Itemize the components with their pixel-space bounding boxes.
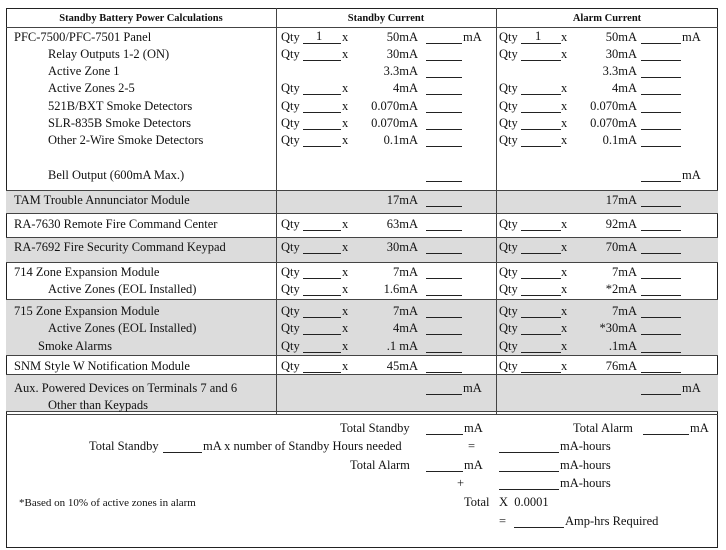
row-label: SNM Style W Notification Module <box>14 359 190 373</box>
alarm-qty-label: Qty <box>499 81 518 95</box>
standby-qty-field <box>303 267 341 279</box>
summary-divider <box>6 414 718 415</box>
alarm-current-value: 0.070mA <box>590 116 637 130</box>
standby-total-field <box>426 170 462 182</box>
standby-times: x <box>342 359 349 373</box>
standby-times: x <box>342 81 349 95</box>
alarm-qty-label: Qty <box>499 30 518 44</box>
alarm-total-field <box>641 83 681 95</box>
alarm-current-value: *30mA <box>599 321 637 335</box>
standby-current-value: 30mA <box>386 240 418 254</box>
hours-equals: = <box>468 439 476 453</box>
column-divider <box>496 8 497 414</box>
alarm-qty-label: Qty <box>499 217 518 231</box>
standby-times: x <box>342 217 349 231</box>
standby-qty-value: 1 <box>316 29 323 43</box>
standby-qty-label: Qty <box>281 304 300 318</box>
total-standby-field <box>426 423 463 435</box>
standby-total-field <box>426 341 462 353</box>
hours-mid-label: mA x number of Standby Hours needed <box>203 439 402 453</box>
standby-qty-field <box>303 284 341 296</box>
alarm-total-field <box>641 284 681 296</box>
total-alarm-label: Total Alarm <box>573 421 633 435</box>
aux-label-line1: Aux. Powered Devices on Terminals 7 and 6 <box>14 381 238 395</box>
factor-value: X 0.0001 <box>499 495 549 509</box>
alarm-total-field <box>641 361 681 373</box>
alarm-current-value: 76mA <box>605 359 637 373</box>
alarm-total-field <box>641 306 681 318</box>
row-divider <box>6 374 718 375</box>
standby-times: x <box>342 240 349 254</box>
standby-qty-label: Qty <box>281 47 300 61</box>
alarm-current-value: .1mA <box>608 339 637 353</box>
alarm-qty-field <box>521 135 561 147</box>
row-label: Active Zones 2-5 <box>48 81 135 95</box>
alarm-current-value: 50mA <box>605 30 637 44</box>
standby-current-value: 0.070mA <box>371 99 418 113</box>
alarm-qty-field <box>521 341 561 353</box>
standby-times: x <box>342 116 349 130</box>
row-divider <box>6 262 718 263</box>
amp-hrs-label: Amp-hrs Required <box>565 514 659 528</box>
standby-qty-label: Qty <box>281 339 300 353</box>
alarm-times: x <box>561 265 568 279</box>
row-label: 714 Zone Expansion Module <box>14 265 160 279</box>
row-divider <box>6 27 718 28</box>
alarm-qty-label: Qty <box>499 359 518 373</box>
row-label: TAM Trouble Annunciator Module <box>14 193 190 207</box>
standby-current-value: 50mA <box>386 30 418 44</box>
alarm-current-value: 7mA <box>612 304 637 318</box>
alarm-qty-field <box>521 267 561 279</box>
standby-total-field <box>426 242 462 254</box>
standby-qty-label: Qty <box>281 30 300 44</box>
alarm-current-value: *2mA <box>605 282 637 296</box>
sum-mahours-unit: mA-hours <box>560 476 611 490</box>
alarm-total-unit: mA <box>682 30 701 44</box>
alarm-qty-field <box>521 49 561 61</box>
alarm-times: x <box>561 321 568 335</box>
alarm-qty-field <box>521 101 561 113</box>
header-calculations: Standby Battery Power Calculations <box>59 13 223 24</box>
alarm-current-value: 7mA <box>612 265 637 279</box>
alarm-qty-field <box>521 323 561 335</box>
standby-times: x <box>342 282 349 296</box>
alarm-total-field <box>641 219 681 231</box>
aux-standby-field <box>426 383 462 395</box>
alarm-qty-label: Qty <box>499 304 518 318</box>
alarm-times: x <box>561 304 568 318</box>
alarm-qty-label: Qty <box>499 339 518 353</box>
alarm-total-field <box>641 341 681 353</box>
alarm-current-value: 92mA <box>605 217 637 231</box>
standby-times: x <box>342 30 349 44</box>
alarm-times: x <box>561 30 568 44</box>
row-label: Smoke Alarms <box>38 339 112 353</box>
plus-sign: + <box>457 476 465 490</box>
row-label: Active Zones (EOL Installed) <box>48 321 197 335</box>
aux-standby-unit: mA <box>463 381 482 395</box>
standby-total-field <box>426 118 462 130</box>
alarm-qty-value: 1 <box>535 29 542 43</box>
row-label: Relay Outputs 1-2 (ON) <box>48 47 170 61</box>
alarm-times: x <box>561 133 568 147</box>
standby-current-value: 0.070mA <box>371 116 418 130</box>
row-label: 521B/BXT Smoke Detectors <box>48 99 193 113</box>
standby-total-field <box>426 32 462 44</box>
alarm-qty-field <box>521 306 561 318</box>
standby-times: x <box>342 47 349 61</box>
standby-current-value: 3.3mA <box>383 64 418 78</box>
equals-2: = <box>499 514 507 528</box>
standby-current-value: 4mA <box>393 81 418 95</box>
alarm-qty-label: Qty <box>499 240 518 254</box>
alarm-qty-label: Qty <box>499 321 518 335</box>
total-standby-unit: mA <box>464 421 483 435</box>
header-standby-current: Standby Current <box>347 13 425 24</box>
alarm-mahours-unit: mA-hours <box>560 458 611 472</box>
row-divider <box>6 355 718 356</box>
alarm-total-field <box>641 101 681 113</box>
standby-qty-field <box>303 341 341 353</box>
standby-qty-label: Qty <box>281 359 300 373</box>
alarm-qty-field <box>521 284 561 296</box>
standby-current-value: 1.6mA <box>383 282 418 296</box>
standby-times: x <box>342 99 349 113</box>
alarm-qty-label: Qty <box>499 265 518 279</box>
standby-qty-label: Qty <box>281 217 300 231</box>
standby-current-value: 45mA <box>386 359 418 373</box>
standby-qty-label: Qty <box>281 116 300 130</box>
standby-current-value: 4mA <box>393 321 418 335</box>
standby-total-field <box>426 135 462 147</box>
row-label: Active Zones (EOL Installed) <box>48 282 197 296</box>
sum-mahours-field <box>499 478 559 490</box>
hours-left-label: Total Standby <box>89 439 159 453</box>
aux-label-line2: Other than Keypads <box>48 398 148 412</box>
standby-total-field <box>426 49 462 61</box>
alarm-total-field <box>641 242 681 254</box>
standby-total-field <box>426 284 462 296</box>
alarm-total-field <box>641 32 681 44</box>
alarm-total-field <box>641 135 681 147</box>
header-alarm-current: Alarm Current <box>572 13 642 24</box>
standby-qty-field <box>303 361 341 373</box>
total-alarm-label-2: Total Alarm <box>350 458 410 472</box>
standby-current-value: 7mA <box>393 265 418 279</box>
alarm-times: x <box>561 217 568 231</box>
standby-qty-field <box>303 219 341 231</box>
standby-total-field <box>426 306 462 318</box>
aux-alarm-field <box>641 383 681 395</box>
footnote: *Based on 10% of active zones in alarm <box>19 497 196 509</box>
alarm-times: x <box>561 81 568 95</box>
standby-current-value: 17mA <box>386 193 418 207</box>
total-alarm-unit: mA <box>690 421 709 435</box>
standby-current-value: .1 mA <box>386 339 418 353</box>
alarm-total-field <box>641 267 681 279</box>
standby-total-field <box>426 323 462 335</box>
standby-total-field <box>426 66 462 78</box>
alarm-current-value: 4mA <box>612 81 637 95</box>
row-divider <box>6 237 718 238</box>
standby-total-field <box>426 361 462 373</box>
standby-qty-label: Qty <box>281 282 300 296</box>
standby-qty-field <box>303 135 341 147</box>
alarm-current-value: 17mA <box>605 193 637 207</box>
standby-times: x <box>342 133 349 147</box>
standby-qty-label: Qty <box>281 99 300 113</box>
alarm-times: x <box>561 339 568 353</box>
alarm-mahours-field <box>499 460 559 472</box>
standby-times: x <box>342 265 349 279</box>
alarm-total-field <box>641 170 681 182</box>
amp-hrs-field <box>514 516 564 528</box>
standby-qty-field <box>303 83 341 95</box>
standby-total-field <box>426 219 462 231</box>
row-label: RA-7692 Fire Security Command Keypad <box>14 240 226 254</box>
hours-standby-field <box>163 441 202 453</box>
standby-current-value: 63mA <box>386 217 418 231</box>
alarm-times: x <box>561 116 568 130</box>
alarm-qty-field <box>521 83 561 95</box>
standby-times: x <box>342 321 349 335</box>
alarm-current-value: 30mA <box>605 47 637 61</box>
row-divider <box>6 190 718 191</box>
alarm-total-field <box>641 195 681 207</box>
row-label: 715 Zone Expansion Module <box>14 304 160 318</box>
alarm-qty-label: Qty <box>499 47 518 61</box>
standby-times: x <box>342 304 349 318</box>
alarm-current-value: 70mA <box>605 240 637 254</box>
alarm-total-unit: mA <box>682 168 701 182</box>
total-alarm-unit-2: mA <box>464 458 483 472</box>
row-label: PFC-7500/PFC-7501 Panel <box>14 30 152 44</box>
standby-current-value: 30mA <box>386 47 418 61</box>
standby-total-field <box>426 83 462 95</box>
row-divider <box>6 299 718 300</box>
standby-qty-label: Qty <box>281 81 300 95</box>
standby-mahours-unit: mA-hours <box>560 439 611 453</box>
standby-total-field <box>426 267 462 279</box>
alarm-qty-field <box>521 242 561 254</box>
standby-total-field <box>426 101 462 113</box>
standby-qty-label: Qty <box>281 133 300 147</box>
total-standby-label: Total Standby <box>340 421 410 435</box>
alarm-qty-label: Qty <box>499 282 518 296</box>
standby-qty-label: Qty <box>281 240 300 254</box>
standby-mahours-field <box>499 441 559 453</box>
alarm-current-value: 0.1mA <box>602 133 637 147</box>
alarm-qty-label: Qty <box>499 116 518 130</box>
alarm-times: x <box>561 282 568 296</box>
alarm-total-field <box>641 66 681 78</box>
alarm-qty-label: Qty <box>499 133 518 147</box>
row-divider <box>6 213 718 214</box>
standby-qty-field <box>303 323 341 335</box>
alarm-total-field <box>641 49 681 61</box>
aux-alarm-unit: mA <box>682 381 701 395</box>
standby-qty-field <box>303 101 341 113</box>
standby-times: x <box>342 339 349 353</box>
alarm-current-value: 3.3mA <box>602 64 637 78</box>
alarm-current-value: 0.070mA <box>590 99 637 113</box>
standby-qty-field <box>303 49 341 61</box>
alarm-times: x <box>561 240 568 254</box>
row-label: Bell Output (600mA Max.) <box>48 168 185 182</box>
standby-qty-field <box>303 118 341 130</box>
standby-current-value: 7mA <box>393 304 418 318</box>
row-label: RA-7630 Remote Fire Command Center <box>14 217 218 231</box>
alarm-times: x <box>561 47 568 61</box>
total-alarm-field-2 <box>426 460 463 472</box>
standby-qty-label: Qty <box>281 265 300 279</box>
total-label: Total <box>464 495 490 509</box>
row-label: SLR-835B Smoke Detectors <box>48 116 192 130</box>
alarm-total-field <box>641 323 681 335</box>
row-label: Other 2-Wire Smoke Detectors <box>48 133 204 147</box>
standby-qty-field <box>303 242 341 254</box>
column-divider <box>276 8 277 414</box>
total-alarm-field <box>643 423 689 435</box>
alarm-times: x <box>561 359 568 373</box>
row-label: Active Zone 1 <box>48 64 120 78</box>
standby-qty-field <box>303 306 341 318</box>
alarm-qty-field <box>521 361 561 373</box>
standby-qty-label: Qty <box>281 321 300 335</box>
alarm-qty-field <box>521 219 561 231</box>
standby-total-unit: mA <box>463 30 482 44</box>
standby-total-field <box>426 195 462 207</box>
alarm-times: x <box>561 99 568 113</box>
alarm-qty-label: Qty <box>499 99 518 113</box>
alarm-qty-field <box>521 118 561 130</box>
standby-current-value: 0.1mA <box>383 133 418 147</box>
alarm-total-field <box>641 118 681 130</box>
